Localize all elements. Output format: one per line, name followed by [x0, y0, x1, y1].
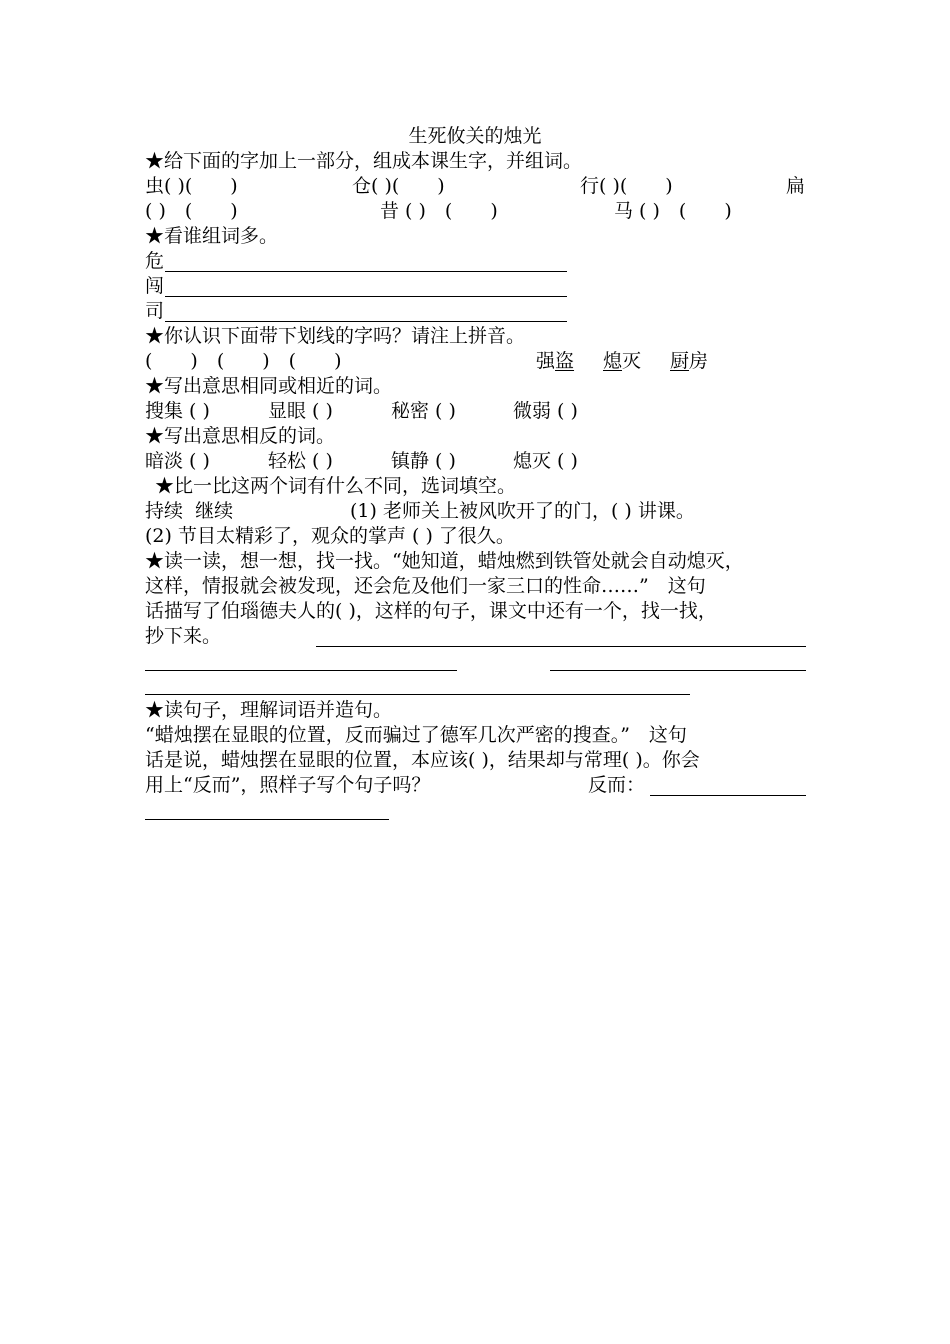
section-3-heading: ★你认识下面带下划线的字吗？请注上拼音。	[145, 325, 526, 347]
s5-item-ximie: 熄灭 ( )	[513, 450, 578, 472]
section-6-heading: ★比一比这两个词有什么不同，选词填空。	[155, 475, 517, 497]
s3-pinyin-blanks: ( ) ( ) ( )	[145, 350, 342, 372]
s4-item-mimi: 秘密 ( )	[391, 400, 456, 422]
s1-item-bian-blanks: ( ) ( )	[145, 200, 238, 222]
section-7-line-3: 话描写了伯瑙德夫人的( )，这样的句子，课文中还有一个，找一找，	[145, 600, 717, 622]
s5-item-qingsong: 轻松 ( )	[268, 450, 333, 472]
s2-answer-line-2[interactable]	[165, 296, 567, 297]
s6-question-1: (1) 老师关上被风吹开了的门，( ) 讲课。	[350, 500, 695, 522]
s8-answer-line-2[interactable]	[145, 819, 389, 820]
s5-item-zhenjing: 镇静 ( )	[391, 450, 456, 472]
section-8-line-3: 用上“反而”，照样子写个句子吗？	[145, 774, 431, 796]
s8-answer-line-1[interactable]	[650, 795, 806, 796]
s6-question-2: (2) 节目太精彩了，观众的掌声 ( ) 了很久。	[145, 525, 515, 547]
s1-item-ma: 马 ( ) ( )	[614, 200, 732, 222]
s5-item-andan: 暗淡 ( )	[145, 450, 210, 472]
s1-item-bian: 扁	[786, 175, 806, 197]
s2-char-wei: 危	[145, 250, 165, 272]
section-7-line-1: ★读一读，想一想，找一找。“她知道，蜡烛燃到铁管处就会自动熄灭，	[145, 550, 744, 572]
section-7-line-2: 这样，情报就会被发现，还会危及他们一家三口的性命……” 这句	[145, 575, 706, 597]
section-7-line-4: 抄下来。	[145, 625, 222, 647]
s1-item-xi: 昔 ( ) ( )	[380, 200, 498, 222]
s7-answer-line-1[interactable]	[316, 646, 806, 647]
section-2-heading: ★看谁组词多。	[145, 225, 279, 247]
s8-faner-label: 反而：	[588, 774, 646, 796]
s3-word-ximie: 熄灭	[603, 350, 642, 372]
s4-item-weiruo: 微弱 ( )	[513, 400, 578, 422]
s2-answer-line-3[interactable]	[165, 321, 567, 322]
s2-char-si: 司	[145, 300, 165, 322]
s4-item-souji: 搜集 ( )	[145, 400, 210, 422]
section-8-line-1: “蜡烛摆在显眼的位置，反而骗过了德军几次严密的搜查。” 这句	[145, 724, 687, 746]
section-5-heading: ★写出意思相反的词。	[145, 425, 336, 447]
section-8-line-2: 话是说，蜡烛摆在显眼的位置，本应该( )，结果却与常理( )。你会	[145, 749, 700, 771]
s2-char-chuang: 闯	[145, 275, 165, 297]
s1-item-xing: 行( )( )	[580, 175, 673, 197]
s1-item-chong: 虫( )( )	[145, 175, 238, 197]
s7-answer-line-3[interactable]	[145, 694, 690, 695]
s1-item-cang: 仓( )( )	[352, 175, 445, 197]
s3-word-qiangdao: 强盗	[536, 350, 575, 372]
s2-answer-line-1[interactable]	[165, 271, 567, 272]
s3-word-chufang: 厨房	[670, 350, 709, 372]
page-title: 生死攸关的烛光	[408, 125, 542, 147]
section-8-heading: ★读句子，理解词语并造句。	[145, 699, 393, 721]
s7-answer-line-2b[interactable]	[550, 670, 806, 671]
s6-word-choices: 持续 继续	[145, 500, 234, 522]
s4-item-xianyan: 显眼 ( )	[268, 400, 333, 422]
section-4-heading: ★写出意思相同或相近的词。	[145, 375, 393, 397]
s7-answer-line-2a[interactable]	[145, 670, 457, 671]
section-1-heading: ★给下面的字加上一部分，组成本课生字，并组词。	[145, 150, 583, 172]
